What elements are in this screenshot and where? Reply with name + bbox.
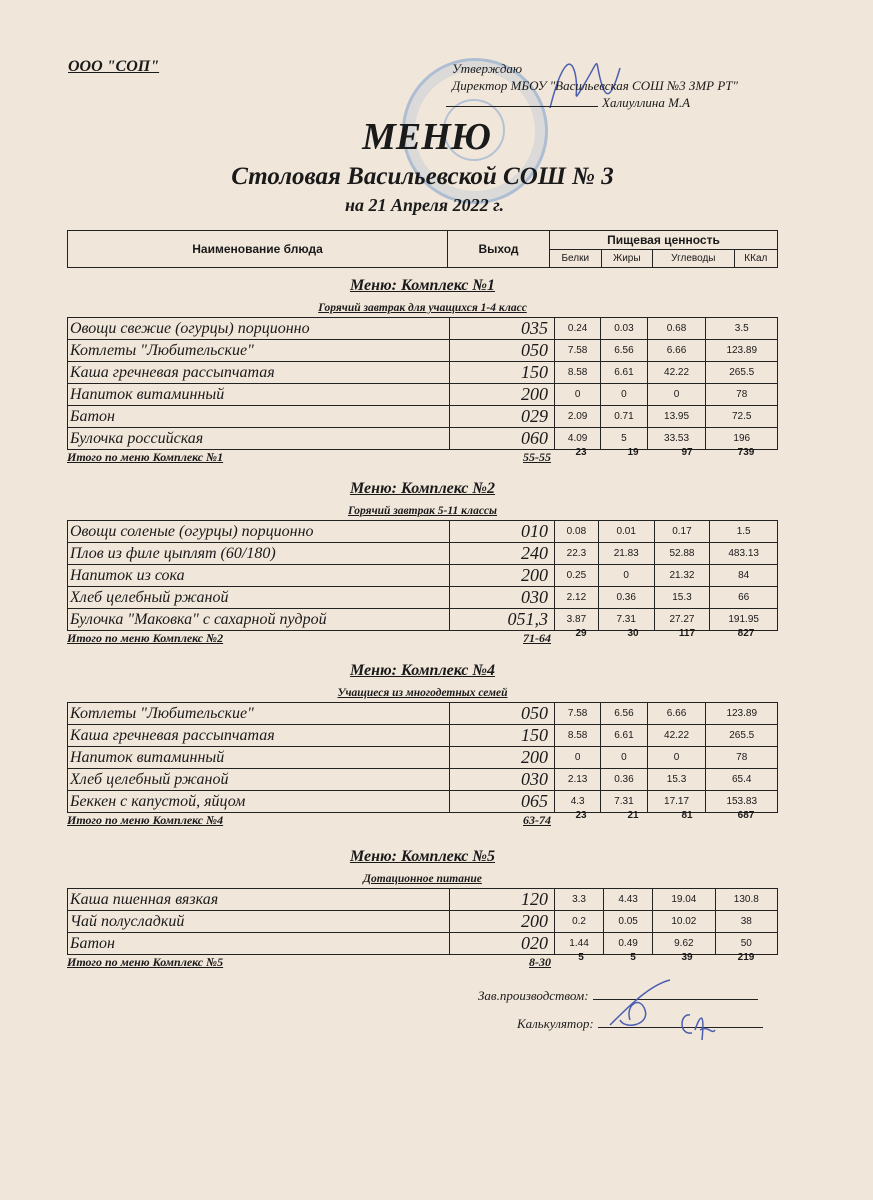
table-row bbox=[68, 703, 778, 725]
dish-name: Чай полусладкий bbox=[68, 911, 450, 933]
dish-output: 150 bbox=[450, 725, 555, 747]
dish-carbs: 13.95 bbox=[647, 406, 706, 428]
dish-carbs: 9.62 bbox=[653, 933, 715, 955]
table-row bbox=[68, 384, 778, 406]
dish-output: 200 bbox=[450, 747, 555, 769]
dish-fat: 0.36 bbox=[598, 587, 654, 609]
dish-name: Хлеб целебный ржаной bbox=[68, 587, 450, 609]
dish-carbs: 42.22 bbox=[647, 725, 706, 747]
total-output: 63-74 bbox=[523, 813, 551, 827]
dish-fat: 21.83 bbox=[598, 543, 654, 565]
col-protein: Белки bbox=[550, 250, 602, 268]
table-row bbox=[68, 543, 778, 565]
dish-kcal: 123.89 bbox=[706, 703, 778, 725]
dish-protein: 1.44 bbox=[555, 933, 604, 955]
section-subtitle: Учащиеся из многодетных семей bbox=[337, 687, 508, 699]
total-fat: 21 bbox=[627, 810, 639, 821]
dish-kcal: 130.8 bbox=[715, 889, 777, 911]
dish-output: 200 bbox=[450, 565, 555, 587]
col-kcal: ККал bbox=[734, 250, 777, 268]
dish-carbs: 0.68 bbox=[647, 318, 706, 340]
section-subtitle: Дотационное питание bbox=[363, 873, 482, 885]
production-head-label: Зав.производством: bbox=[478, 988, 589, 1003]
dish-kcal: 483.13 bbox=[710, 543, 778, 565]
dish-carbs: 21.32 bbox=[654, 565, 710, 587]
dish-kcal: 66 bbox=[710, 587, 778, 609]
dish-kcal: 50 bbox=[715, 933, 777, 955]
dish-output: 150 bbox=[450, 362, 555, 384]
total-protein: 23 bbox=[575, 810, 587, 821]
dish-carbs: 0.17 bbox=[654, 521, 710, 543]
total-carbs: 39 bbox=[681, 952, 693, 963]
total-fat: 5 bbox=[630, 952, 636, 963]
section-title: Меню: Комплекс №2 bbox=[349, 480, 496, 497]
dish-carbs: 17.17 bbox=[647, 791, 706, 813]
dish-carbs: 52.88 bbox=[654, 543, 710, 565]
dish-kcal: 265.5 bbox=[706, 362, 778, 384]
dish-kcal: 196 bbox=[706, 428, 778, 450]
dish-kcal: 1.5 bbox=[710, 521, 778, 543]
dish-carbs: 42.22 bbox=[647, 362, 706, 384]
dish-protein: 8.58 bbox=[555, 725, 601, 747]
table-row bbox=[68, 406, 778, 428]
dish-kcal: 78 bbox=[706, 747, 778, 769]
dish-protein: 7.58 bbox=[555, 340, 601, 362]
table-row bbox=[68, 587, 778, 609]
dish-carbs: 0 bbox=[647, 384, 706, 406]
dish-protein: 8.58 bbox=[555, 362, 601, 384]
dish-table bbox=[67, 888, 778, 955]
dish-output: 050 bbox=[450, 703, 555, 725]
dish-carbs: 0 bbox=[647, 747, 706, 769]
section-title: Меню: Комплекс №5 bbox=[349, 848, 496, 865]
dish-protein: 4.09 bbox=[555, 428, 601, 450]
organization-name: ООО "СОП" bbox=[68, 58, 160, 75]
dish-protein: 3.87 bbox=[555, 609, 599, 631]
dish-kcal: 153.83 bbox=[706, 791, 778, 813]
table-header bbox=[67, 230, 778, 268]
dish-name: Напиток витаминный bbox=[68, 384, 450, 406]
dish-protein: 0.24 bbox=[555, 318, 601, 340]
dish-kcal: 3.5 bbox=[706, 318, 778, 340]
total-carbs: 97 bbox=[681, 447, 693, 458]
col-fat: Жиры bbox=[601, 250, 653, 268]
dish-protein: 2.09 bbox=[555, 406, 601, 428]
dish-fat: 0.36 bbox=[601, 769, 647, 791]
section-title: Меню: Комплекс №1 bbox=[349, 277, 496, 294]
dish-kcal: 72.5 bbox=[706, 406, 778, 428]
dish-protein: 0 bbox=[555, 384, 601, 406]
col-carbs: Углеводы bbox=[653, 250, 735, 268]
table-row bbox=[68, 725, 778, 747]
dish-carbs: 27.27 bbox=[654, 609, 710, 631]
dish-kcal: 38 bbox=[715, 911, 777, 933]
total-label: Итого по меню Комплекс №5 bbox=[67, 955, 224, 969]
dish-fat: 6.61 bbox=[601, 725, 647, 747]
signatures-ink bbox=[600, 975, 720, 1045]
dish-carbs: 33.53 bbox=[647, 428, 706, 450]
dish-fat: 0.03 bbox=[601, 318, 647, 340]
dish-fat: 6.56 bbox=[601, 703, 647, 725]
dish-output: 240 bbox=[450, 543, 555, 565]
total-fat: 30 bbox=[627, 628, 639, 639]
dish-table bbox=[67, 317, 778, 450]
total-output: 71-64 bbox=[523, 631, 551, 645]
dish-fat: 6.56 bbox=[601, 340, 647, 362]
total-kcal: 827 bbox=[737, 628, 755, 639]
dish-fat: 0 bbox=[601, 384, 647, 406]
dish-kcal: 65.4 bbox=[706, 769, 778, 791]
dish-output: 030 bbox=[450, 769, 555, 791]
dish-name: Овощи соленые (огурцы) порционно bbox=[68, 521, 450, 543]
dish-output: 029 bbox=[450, 406, 555, 428]
dish-carbs: 6.66 bbox=[647, 340, 706, 362]
approver-position: Директор МБОУ "Васильевская СОШ №3 ЗМР РТ" bbox=[452, 78, 738, 93]
total-kcal: 219 bbox=[737, 952, 755, 963]
dish-output: 035 bbox=[450, 318, 555, 340]
dish-protein: 0.25 bbox=[555, 565, 599, 587]
dish-protein: 7.58 bbox=[555, 703, 601, 725]
dish-table bbox=[67, 702, 778, 813]
dish-protein: 2.12 bbox=[555, 587, 599, 609]
dish-name: Каша гречневая рассыпчатая bbox=[68, 362, 450, 384]
section-total bbox=[67, 447, 778, 466]
table-row bbox=[68, 521, 778, 543]
table-row bbox=[68, 747, 778, 769]
dish-output: 200 bbox=[450, 911, 555, 933]
dish-output: 030 bbox=[450, 587, 555, 609]
table-row bbox=[68, 340, 778, 362]
total-label: Итого по меню Комплекс №2 bbox=[67, 631, 224, 645]
dish-carbs: 19.04 bbox=[653, 889, 715, 911]
dish-output: 060 bbox=[450, 428, 555, 450]
dish-protein: 22.3 bbox=[555, 543, 599, 565]
total-kcal: 687 bbox=[737, 810, 755, 821]
total-output: 55-55 bbox=[523, 450, 551, 464]
dish-output: 065 bbox=[450, 791, 555, 813]
dish-fat: 0.05 bbox=[604, 911, 653, 933]
dish-name: Каша гречневая рассыпчатая bbox=[68, 725, 450, 747]
dish-carbs: 10.02 bbox=[653, 911, 715, 933]
approval-block bbox=[452, 60, 738, 111]
section-total bbox=[67, 952, 778, 971]
dish-name: Напиток из сока bbox=[68, 565, 450, 587]
dish-fat: 0 bbox=[598, 565, 654, 587]
page-title: МЕНЮ bbox=[362, 116, 491, 158]
dish-fat: 6.61 bbox=[601, 362, 647, 384]
dish-output: 120 bbox=[450, 889, 555, 911]
dish-kcal: 84 bbox=[710, 565, 778, 587]
menu-date: на 21 Апреля 2022 г. bbox=[345, 195, 504, 215]
menu-section bbox=[67, 846, 778, 971]
dish-name: Котлеты "Любительские" bbox=[68, 340, 450, 362]
dish-name: Плов из филе цыплят (60/180) bbox=[68, 543, 450, 565]
menu-section bbox=[67, 275, 778, 466]
dish-protein: 0.08 bbox=[555, 521, 599, 543]
dish-fat: 0.01 bbox=[598, 521, 654, 543]
menu-section bbox=[67, 478, 778, 647]
approver-name: Халиуллина М.А bbox=[602, 95, 691, 110]
dish-output: 200 bbox=[450, 384, 555, 406]
total-label: Итого по меню Комплекс №1 bbox=[67, 450, 224, 464]
dish-name: Напиток витаминный bbox=[68, 747, 450, 769]
section-total bbox=[67, 628, 778, 647]
dish-name: Батон bbox=[68, 933, 450, 955]
dish-output: 050 bbox=[450, 340, 555, 362]
dish-fat: 0.71 bbox=[601, 406, 647, 428]
section-subtitle: Горячий завтрак 5-11 классы bbox=[347, 505, 498, 517]
total-carbs: 117 bbox=[678, 628, 696, 639]
table-row bbox=[68, 889, 778, 911]
table-row bbox=[68, 769, 778, 791]
col-output: Выход bbox=[448, 231, 550, 268]
table-row bbox=[68, 565, 778, 587]
dish-fat: 4.43 bbox=[604, 889, 653, 911]
total-protein: 5 bbox=[578, 952, 584, 963]
dish-output: 020 bbox=[450, 933, 555, 955]
calculator-label: Калькулятор: bbox=[517, 1016, 594, 1031]
dish-kcal: 265.5 bbox=[706, 725, 778, 747]
table-row bbox=[68, 911, 778, 933]
section-total bbox=[67, 810, 778, 829]
dish-name: Булочка российская bbox=[68, 428, 450, 450]
dish-name: Овощи свежие (огурцы) порционно bbox=[68, 318, 450, 340]
dish-fat: 7.31 bbox=[601, 791, 647, 813]
dish-output: 051,3 bbox=[450, 609, 555, 631]
dish-carbs: 15.3 bbox=[654, 587, 710, 609]
total-protein: 29 bbox=[575, 628, 587, 639]
dish-output: 010 bbox=[450, 521, 555, 543]
section-title: Меню: Комплекс №4 bbox=[349, 662, 496, 679]
section-subtitle: Горячий завтрак для учащихся 1-4 класс bbox=[318, 302, 527, 314]
dish-protein: 0.2 bbox=[555, 911, 604, 933]
dish-protein: 3.3 bbox=[555, 889, 604, 911]
dish-name: Батон bbox=[68, 406, 450, 428]
total-kcal: 739 bbox=[737, 447, 755, 458]
dish-kcal: 123.89 bbox=[706, 340, 778, 362]
dish-fat: 0 bbox=[601, 747, 647, 769]
dish-name: Хлеб целебный ржаной bbox=[68, 769, 450, 791]
col-name: Наименование блюда bbox=[68, 231, 448, 268]
total-label: Итого по меню Комплекс №4 bbox=[67, 813, 224, 827]
menu-section bbox=[67, 660, 778, 829]
dish-table bbox=[67, 520, 778, 631]
dish-carbs: 15.3 bbox=[647, 769, 706, 791]
dish-name: Каша пшенная вязкая bbox=[68, 889, 450, 911]
total-fat: 19 bbox=[627, 447, 639, 458]
total-carbs: 81 bbox=[681, 810, 693, 821]
dish-fat: 0.49 bbox=[604, 933, 653, 955]
dish-protein: 2.13 bbox=[555, 769, 601, 791]
dish-name: Булочка "Маковка" с сахарной пудрой bbox=[68, 609, 450, 631]
dish-name: Беккен с капустой, яйцом bbox=[68, 791, 450, 813]
dish-protein: 4.3 bbox=[555, 791, 601, 813]
dish-kcal: 191.95 bbox=[710, 609, 778, 631]
dish-fat: 7.31 bbox=[598, 609, 654, 631]
table-row bbox=[68, 362, 778, 384]
dish-protein: 0 bbox=[555, 747, 601, 769]
approve-label: Утверждаю bbox=[452, 61, 523, 76]
dish-kcal: 78 bbox=[706, 384, 778, 406]
col-nutrition: Пищевая ценность bbox=[550, 231, 778, 250]
dish-carbs: 6.66 bbox=[647, 703, 706, 725]
table-row bbox=[68, 318, 778, 340]
dish-fat: 5 bbox=[601, 428, 647, 450]
dish-name: Котлеты "Любительские" bbox=[68, 703, 450, 725]
total-protein: 23 bbox=[575, 447, 587, 458]
total-output: 8-30 bbox=[529, 955, 551, 969]
canteen-name: Столовая Васильевской СОШ № 3 bbox=[231, 163, 614, 190]
